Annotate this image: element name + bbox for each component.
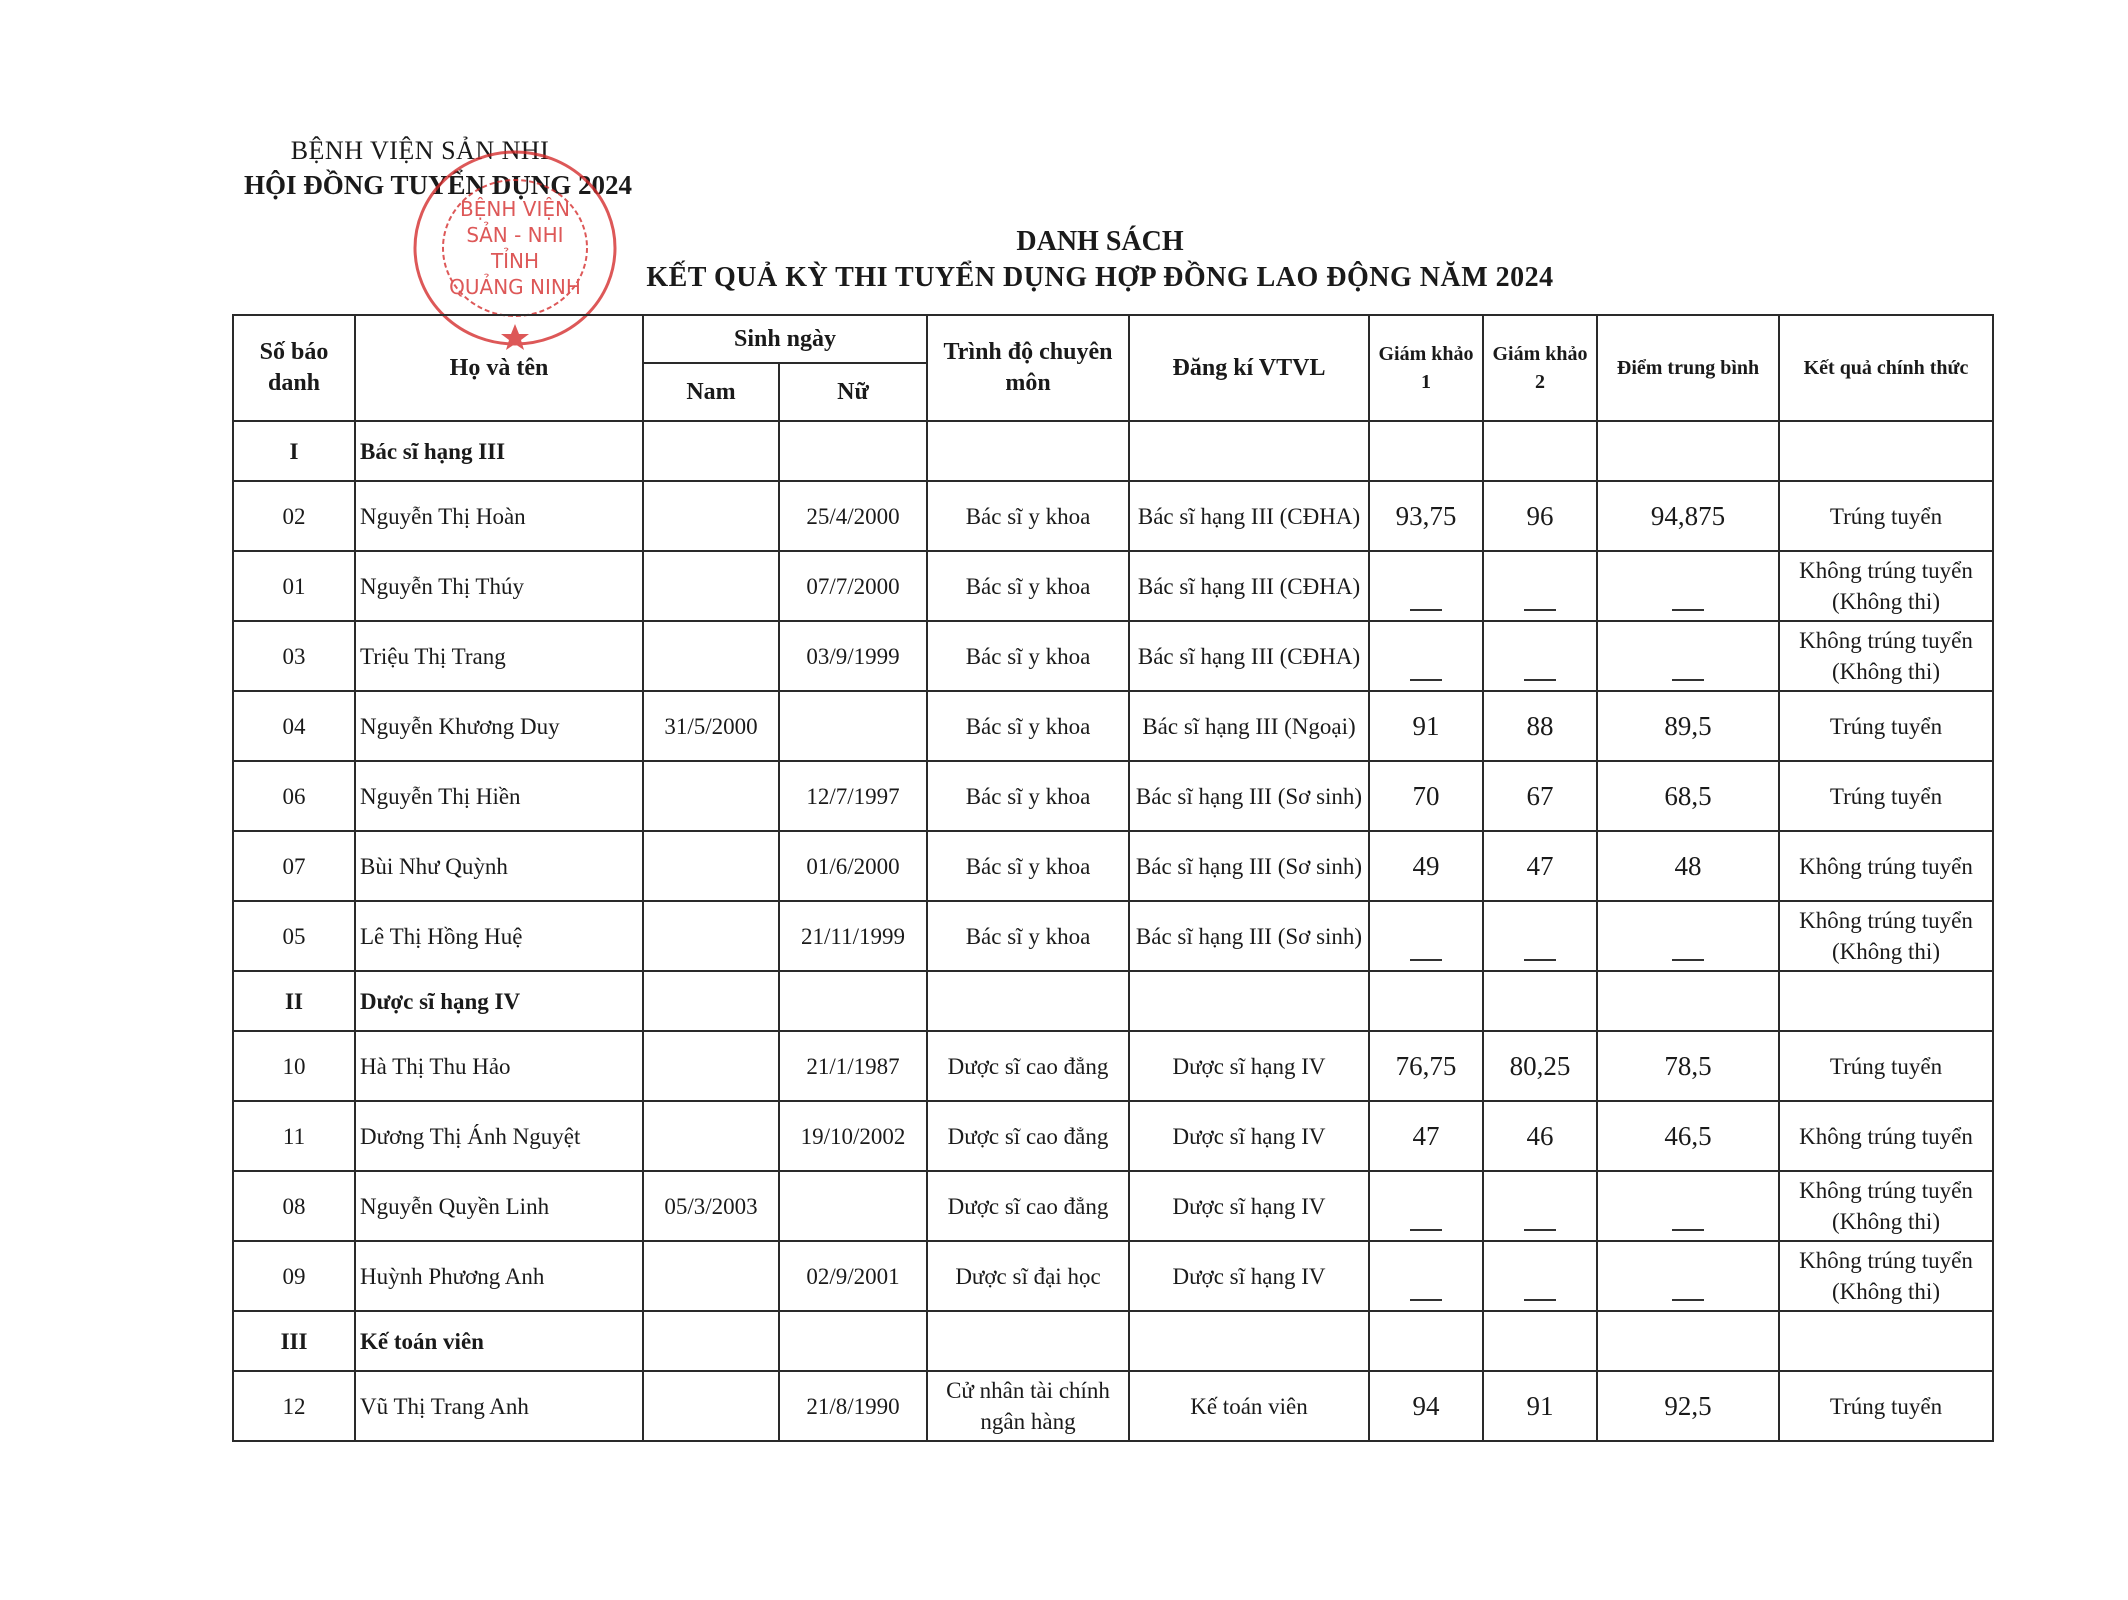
cell-degree: Bác sĩ y khoa <box>927 831 1129 901</box>
cell-birth-female: 02/9/2001 <box>779 1241 927 1311</box>
table-row <box>233 481 1993 551</box>
document-subtitle: KẾT QUẢ KỲ THI TUYỂN DỤNG HỢP ĐỒNG LAO ĐỘNG NĂM 2024 <box>646 262 1554 293</box>
cell-position: Kế toán viên <box>1129 1371 1369 1441</box>
col-header-male: Nam <box>643 363 779 421</box>
cell-sbd: 10 <box>233 1031 355 1101</box>
cell-result: Không trúng tuyển (Không thi) <box>1779 621 1993 691</box>
cell-average: 94,875 <box>1597 481 1779 551</box>
cell-position: Bác sĩ hạng III (CĐHA) <box>1129 621 1369 691</box>
cell-average: 46,5 <box>1597 1101 1779 1171</box>
empty-cell <box>1483 421 1597 481</box>
cell-birth-female: 07/7/2000 <box>779 551 927 621</box>
dash-mark <box>1410 1299 1442 1301</box>
col-header-result: Kết quả chính thức <box>1779 315 1993 421</box>
cell-judge1 <box>1369 1241 1483 1311</box>
dash-mark <box>1524 679 1556 681</box>
empty-cell <box>1779 421 1993 481</box>
empty-cell <box>1369 421 1483 481</box>
cell-position: Dược sĩ hạng IV <box>1129 1241 1369 1311</box>
empty-cell <box>643 971 779 1031</box>
dash-mark <box>1524 959 1556 961</box>
cell-birth-female: 03/9/1999 <box>779 621 927 691</box>
document-title: DANH SÁCH <box>1016 226 1184 257</box>
col-header-degree: Trình độ chuyên môn <box>927 315 1129 421</box>
cell-judge1 <box>1369 551 1483 621</box>
cell-judge2: 67 <box>1483 761 1597 831</box>
cell-position: Dược sĩ hạng IV <box>1129 1171 1369 1241</box>
committee-name: HỘI ĐỒNG TUYỂN DỤNG 2024 <box>243 170 633 200</box>
cell-birth-female: 21/8/1990 <box>779 1371 927 1441</box>
cell-position: Bác sĩ hạng III (Sơ sinh) <box>1129 761 1369 831</box>
cell-average <box>1597 901 1779 971</box>
cell-degree: Dược sĩ cao đẳng <box>927 1031 1129 1101</box>
cell-degree: Bác sĩ y khoa <box>927 691 1129 761</box>
cell-position: Bác sĩ hạng III (Ngoại) <box>1129 691 1369 761</box>
cell-position: Bác sĩ hạng III (CĐHA) <box>1129 551 1369 621</box>
cell-birth-female <box>779 691 927 761</box>
cell-birth-female: 21/1/1987 <box>779 1031 927 1101</box>
cell-birth-male <box>643 481 779 551</box>
cell-judge1: 47 <box>1369 1101 1483 1171</box>
cell-degree: Dược sĩ cao đẳng <box>927 1101 1129 1171</box>
cell-sbd: 03 <box>233 621 355 691</box>
table-row <box>233 1371 1993 1441</box>
cell-name: Vũ Thị Trang Anh <box>355 1371 643 1441</box>
cell-average: 68,5 <box>1597 761 1779 831</box>
cell-judge1: 76,75 <box>1369 1031 1483 1101</box>
dash-mark <box>1672 959 1704 961</box>
cell-birth-female: 01/6/2000 <box>779 831 927 901</box>
cell-sbd: 12 <box>233 1371 355 1441</box>
empty-cell <box>1483 971 1597 1031</box>
empty-cell <box>1597 421 1779 481</box>
cell-sbd: 01 <box>233 551 355 621</box>
cell-judge2 <box>1483 1171 1597 1241</box>
dash-mark <box>1672 1229 1704 1231</box>
cell-birth-male <box>643 1101 779 1171</box>
col-header-avg: Điểm trung bình <box>1597 315 1779 421</box>
table-row <box>233 1031 1993 1101</box>
empty-cell <box>1597 1311 1779 1371</box>
section-title: Dược sĩ hạng IV <box>355 971 643 1031</box>
cell-judge2: 91 <box>1483 1371 1597 1441</box>
cell-sbd: 09 <box>233 1241 355 1311</box>
cell-birth-male <box>643 1371 779 1441</box>
table-row <box>233 621 1993 691</box>
cell-judge1: 70 <box>1369 761 1483 831</box>
cell-position: Bác sĩ hạng III (Sơ sinh) <box>1129 901 1369 971</box>
dash-mark <box>1672 1299 1704 1301</box>
cell-average: 48 <box>1597 831 1779 901</box>
cell-sbd: 05 <box>233 901 355 971</box>
cell-degree: Bác sĩ y khoa <box>927 901 1129 971</box>
col-header-sbd: Số báo danh <box>233 315 355 421</box>
cell-judge1: 93,75 <box>1369 481 1483 551</box>
empty-cell <box>927 1311 1129 1371</box>
table-row <box>233 1241 1993 1311</box>
cell-judge2 <box>1483 1241 1597 1311</box>
cell-sbd: 07 <box>233 831 355 901</box>
cell-position: Dược sĩ hạng IV <box>1129 1031 1369 1101</box>
empty-cell <box>927 421 1129 481</box>
empty-cell <box>1129 1311 1369 1371</box>
cell-birth-male <box>643 621 779 691</box>
table-row <box>233 901 1993 971</box>
cell-result: Trúng tuyển <box>1779 481 1993 551</box>
dash-mark <box>1524 1229 1556 1231</box>
cell-result: Không trúng tuyển (Không thi) <box>1779 1241 1993 1311</box>
empty-cell <box>1129 421 1369 481</box>
empty-cell <box>1369 1311 1483 1371</box>
cell-judge2 <box>1483 901 1597 971</box>
cell-judge2: 88 <box>1483 691 1597 761</box>
stamp-line-4: QUẢNG NINH <box>449 275 581 299</box>
empty-cell <box>1129 971 1369 1031</box>
cell-judge2 <box>1483 551 1597 621</box>
cell-judge1 <box>1369 621 1483 691</box>
empty-cell <box>779 971 927 1031</box>
dash-mark <box>1672 679 1704 681</box>
cell-judge1 <box>1369 901 1483 971</box>
cell-average <box>1597 1241 1779 1311</box>
cell-degree: Cử nhân tài chính ngân hàng <box>927 1371 1129 1441</box>
col-header-judge2: Giám khảo 2 <box>1483 315 1597 421</box>
cell-birth-male <box>643 901 779 971</box>
cell-result: Trúng tuyển <box>1779 1031 1993 1101</box>
cell-sbd: 11 <box>233 1101 355 1171</box>
dash-mark <box>1410 1229 1442 1231</box>
stamp-line-1: BỆNH VIỆN <box>460 197 570 221</box>
section-row <box>233 971 1993 1031</box>
cell-name: Nguyễn Thị Hoàn <box>355 481 643 551</box>
empty-cell <box>779 421 927 481</box>
empty-cell <box>1369 971 1483 1031</box>
results-table <box>232 314 1994 1442</box>
col-header-position: Đăng kí VTVL <box>1129 315 1369 421</box>
stamp-line-3: TỈNH <box>490 249 540 273</box>
table-row <box>233 691 1993 761</box>
empty-cell <box>927 971 1129 1031</box>
col-header-birth: Sinh ngày <box>643 315 927 363</box>
org-name: BỆNH VIỆN SẢN NHI <box>290 136 550 165</box>
section-number: I <box>233 421 355 481</box>
empty-cell <box>1779 1311 1993 1371</box>
cell-result: Không trúng tuyển (Không thi) <box>1779 901 1993 971</box>
cell-birth-female: 21/11/1999 <box>779 901 927 971</box>
cell-sbd: 02 <box>233 481 355 551</box>
cell-birth-female: 12/7/1997 <box>779 761 927 831</box>
cell-position: Bác sĩ hạng III (CĐHA) <box>1129 481 1369 551</box>
cell-result: Trúng tuyển <box>1779 761 1993 831</box>
cell-degree: Bác sĩ y khoa <box>927 481 1129 551</box>
cell-result: Trúng tuyển <box>1779 1371 1993 1441</box>
empty-cell <box>1779 971 1993 1031</box>
cell-degree: Dược sĩ cao đẳng <box>927 1171 1129 1241</box>
empty-cell <box>643 1311 779 1371</box>
empty-cell <box>779 1311 927 1371</box>
cell-name: Lê Thị Hồng Huệ <box>355 901 643 971</box>
dash-mark <box>1524 1299 1556 1301</box>
section-row <box>233 1311 1993 1371</box>
table-row <box>233 551 1993 621</box>
cell-birth-male <box>643 831 779 901</box>
cell-degree: Bác sĩ y khoa <box>927 551 1129 621</box>
dash-mark <box>1410 679 1442 681</box>
cell-position: Dược sĩ hạng IV <box>1129 1101 1369 1171</box>
cell-birth-male <box>643 1241 779 1311</box>
cell-name: Nguyễn Quyền Linh <box>355 1171 643 1241</box>
cell-birth-male <box>643 551 779 621</box>
cell-degree: Dược sĩ đại học <box>927 1241 1129 1311</box>
dash-mark <box>1410 959 1442 961</box>
cell-name: Triệu Thị Trang <box>355 621 643 691</box>
cell-judge2: 47 <box>1483 831 1597 901</box>
dash-mark <box>1410 609 1442 611</box>
cell-birth-female: 25/4/2000 <box>779 481 927 551</box>
dash-mark <box>1524 609 1556 611</box>
cell-average <box>1597 1171 1779 1241</box>
cell-name: Nguyễn Thị Thúy <box>355 551 643 621</box>
table-row <box>233 761 1993 831</box>
cell-result: Không trúng tuyển <box>1779 1101 1993 1171</box>
cell-name: Huỳnh Phương Anh <box>355 1241 643 1311</box>
col-header-name: Họ và tên <box>355 315 643 421</box>
cell-degree: Bác sĩ y khoa <box>927 621 1129 691</box>
cell-position: Bác sĩ hạng III (Sơ sinh) <box>1129 831 1369 901</box>
section-number: II <box>233 971 355 1031</box>
cell-result: Không trúng tuyển <box>1779 831 1993 901</box>
section-number: III <box>233 1311 355 1371</box>
cell-birth-female <box>779 1171 927 1241</box>
cell-birth-male: 05/3/2003 <box>643 1171 779 1241</box>
cell-average <box>1597 621 1779 691</box>
cell-degree: Bác sĩ y khoa <box>927 761 1129 831</box>
cell-judge2 <box>1483 621 1597 691</box>
empty-cell <box>1483 1311 1597 1371</box>
cell-average: 92,5 <box>1597 1371 1779 1441</box>
col-header-judge1: Giám khảo 1 <box>1369 315 1483 421</box>
section-title: Kế toán viên <box>355 1311 643 1371</box>
cell-judge2: 80,25 <box>1483 1031 1597 1101</box>
cell-birth-male <box>643 1031 779 1101</box>
cell-sbd: 04 <box>233 691 355 761</box>
table-row <box>233 831 1993 901</box>
cell-birth-female: 19/10/2002 <box>779 1101 927 1171</box>
empty-cell <box>1597 971 1779 1031</box>
cell-name: Bùi Như Quỳnh <box>355 831 643 901</box>
cell-sbd: 06 <box>233 761 355 831</box>
cell-judge1: 49 <box>1369 831 1483 901</box>
table-row <box>233 1171 1993 1241</box>
cell-birth-male: 31/5/2000 <box>643 691 779 761</box>
col-header-female: Nữ <box>779 363 927 421</box>
cell-judge1: 91 <box>1369 691 1483 761</box>
cell-name: Dương Thị Ánh Nguyệt <box>355 1101 643 1171</box>
dash-mark <box>1672 609 1704 611</box>
cell-result: Không trúng tuyển (Không thi) <box>1779 1171 1993 1241</box>
cell-judge2: 96 <box>1483 481 1597 551</box>
cell-name: Hà Thị Thu Hảo <box>355 1031 643 1101</box>
stamp-line-2: SẢN - NHI <box>466 223 564 247</box>
cell-result: Không trúng tuyển (Không thi) <box>1779 551 1993 621</box>
cell-average: 89,5 <box>1597 691 1779 761</box>
table-row <box>233 1101 1993 1171</box>
cell-judge1 <box>1369 1171 1483 1241</box>
cell-birth-male <box>643 761 779 831</box>
cell-result: Trúng tuyển <box>1779 691 1993 761</box>
cell-average: 78,5 <box>1597 1031 1779 1101</box>
cell-sbd: 08 <box>233 1171 355 1241</box>
section-row <box>233 421 1993 481</box>
cell-judge2: 46 <box>1483 1101 1597 1171</box>
empty-cell <box>643 421 779 481</box>
cell-average <box>1597 551 1779 621</box>
cell-name: Nguyễn Khương Duy <box>355 691 643 761</box>
cell-judge1: 94 <box>1369 1371 1483 1441</box>
section-title: Bác sĩ hạng III <box>355 421 643 481</box>
cell-name: Nguyễn Thị Hiền <box>355 761 643 831</box>
